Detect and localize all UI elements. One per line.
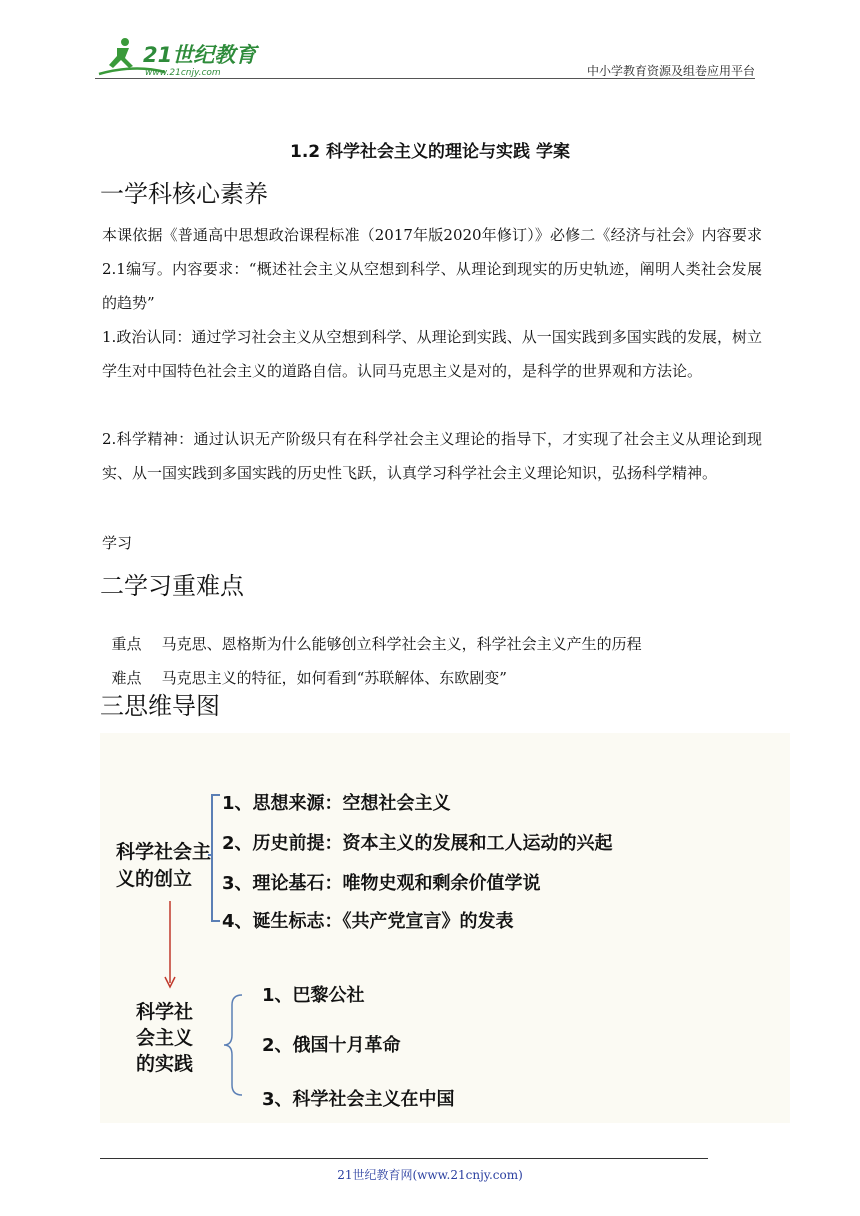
mindmap-branch1-item: 3、理论基石：唯物史观和剩余价值学说 <box>222 873 541 894</box>
mindmap-branch2-item: 2、俄国十月革命 <box>262 1035 401 1056</box>
scientific-spirit-paragraph: 2.科学精神：通过认识无产阶级只有在科学社会主义理论的指导下，才实现了社会主义从理论到现实、从一国实践到多国实践的历史性飞跃，认真学习科学社会主义理论知识，弘扬科学精神。 <box>102 430 762 482</box>
study-tail-text: 学习 <box>102 534 133 552</box>
section-heading-core-literacy: 一学科核心素养 <box>100 180 268 208</box>
logo-text: 21世纪教育 <box>143 43 257 67</box>
mindmap-node-practice-line1: 科学社 <box>136 1001 194 1023</box>
mindmap-branch1-item: 1、思想来源：空想社会主义 <box>222 793 451 814</box>
section-heading-key-points: 二学习重难点 <box>100 572 244 600</box>
mindmap-branch2-item: 3、科学社会主义在中国 <box>262 1089 455 1110</box>
mindmap-node-practice-line2: 会主义 <box>136 1027 194 1049</box>
mindmap-branch1-item: 4、诞生标志：《共产党宣言》的发表 <box>222 911 514 932</box>
mindmap-bracket-1 <box>212 795 220 921</box>
document-title: 1.2 科学社会主义的理论与实践 学案 <box>290 142 570 162</box>
footer-site-link[interactable]: 21世纪教育网(www.21cnjy.com) <box>337 1168 523 1182</box>
difficult-point-text: 马克思主义的特征，如何看到“苏联解体、东欧剧变” <box>161 669 507 687</box>
mindmap-node-founding-line2: 义的创立 <box>116 868 193 890</box>
mindmap-branch2-item: 1、巴黎公社 <box>262 985 365 1006</box>
key-point-label: 重点 <box>111 635 142 653</box>
footer-divider <box>100 1158 708 1159</box>
mind-map <box>100 733 790 1123</box>
intro-paragraph: 本课依据《普通高中思想政治课程标准（2017年版2020年修订）》必修二《经济与社会》内容要求2.1编写。内容要求：“概述社会主义从空想到科学、从理论到现实的历史轨迹，阐明人类社会发展的趋势” <box>102 226 762 312</box>
site-logo <box>95 34 260 80</box>
mindmap-branch1-item: 2、历史前提：资本主义的发展和工人运动的兴起 <box>222 833 613 854</box>
mindmap-node-practice-line3: 的实践 <box>136 1053 194 1075</box>
political-identity-paragraph: 1.政治认同：通过学习社会主义从空想到科学、从理论到实践、从一国实践到多国实践的发展，树立学生对中国特色社会主义的道路自信。认同马克思主义是对的，是科学的世界观和方法论。 <box>102 328 762 380</box>
section-heading-mind-map: 三思维导图 <box>100 692 220 720</box>
header-platform-text: 中小学教育资源及组卷应用平台 <box>586 64 755 78</box>
logo-url: www.21cnjy.com <box>145 68 221 78</box>
difficult-point-row <box>102 649 507 688</box>
down-arrow-icon <box>165 901 175 987</box>
key-point-text: 马克思、恩格斯为什么能够创立科学社会主义，科学社会主义产生的历程 <box>161 635 642 653</box>
header-divider <box>95 78 755 79</box>
difficult-point-label: 难点 <box>111 669 142 687</box>
mindmap-node-founding-line1: 科学社会主 <box>116 841 212 863</box>
mindmap-bracket-2 <box>224 995 242 1095</box>
